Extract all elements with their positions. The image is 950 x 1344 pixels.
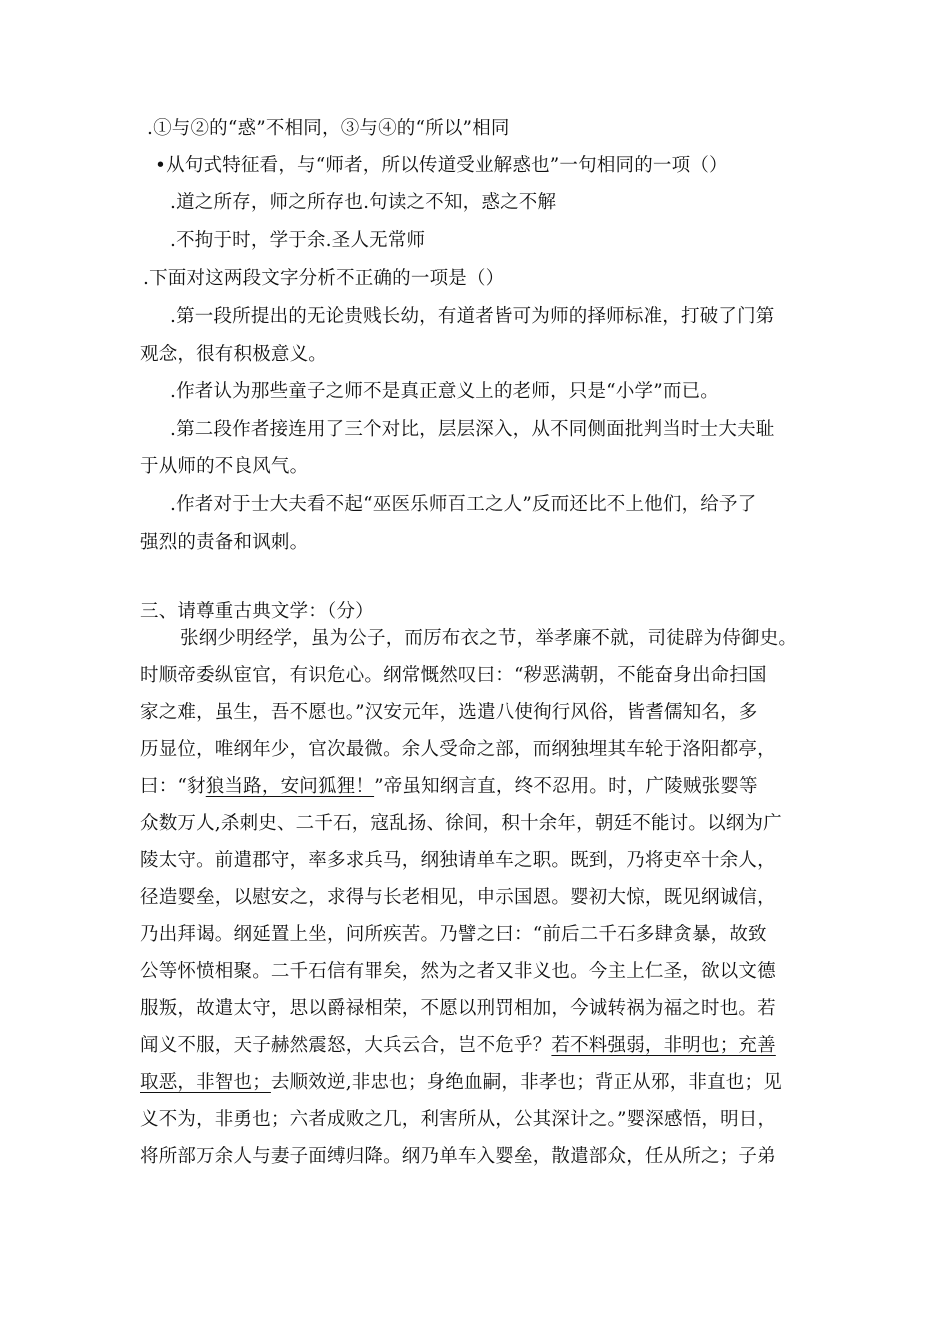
- passage-line: 众数万人,杀刺史、二千石，寇乱扬、徐间，积十余年，朝廷不能讨。以纲为广: [140, 813, 782, 834]
- option-line-continued: 于从师的不良风气。: [140, 456, 309, 477]
- option-line-continued: 观念，很有积极意义。: [140, 344, 328, 365]
- underlined-sentence: 狼当路，安问狐狸！: [205, 776, 375, 797]
- passage-line: 径造婴垒，以慰安之，求得与长老相见，申示国恩。婴初大惊，既见纲诚信，: [140, 887, 776, 908]
- passage-line: 乃出拜谒。纲延置上坐，问所疾苦。乃譬之曰：“前后二千石多肆贪暴，故致: [140, 924, 767, 945]
- passage-text: 闻义不服，天子赫然震怒，大兵云合，岂不危乎？: [140, 1035, 552, 1056]
- section-heading: 三、请尊重古典文学：（分）: [140, 601, 374, 622]
- passage-line: 历显位，唯纲年少，官次最微。余人受命之部，而纲独埋其车轮于洛阳都亭，: [140, 739, 776, 760]
- passage-line: 时顺帝委纵宦官，有识危心。纲常慨然叹曰：“秽恶满朝，不能奋身出命扫国: [140, 665, 767, 686]
- passage-line: 家之难，虽生，吾不愿也。”汉安元年，选遣八使徇行风俗，皆耆儒知名，多: [140, 702, 758, 723]
- passage-line: 将所部万余人与妻子面缚归降。纲乃单车入婴垒，散遣部众，任从所之；子弟: [140, 1146, 776, 1167]
- option-line: .作者对于士大夫看不起“巫医乐师百工之人”反而还比不上他们，给予了: [170, 494, 757, 515]
- underlined-sentence: 若不料强弱，非明也；充善: [551, 1035, 776, 1056]
- option-line: .不拘于时，学于余.圣人无常师: [170, 230, 426, 251]
- option-line: .第二段作者接连用了三个对比，层层深入，从不同侧面批判当时士大夫耻: [170, 419, 775, 440]
- option-line: .作者认为那些童子之师不是真正意义上的老师，只是“小学”而已。: [170, 381, 719, 402]
- passage-text: 曰：“豺: [140, 776, 206, 797]
- passage-line: 义不为，非勇也；六者成败之几，利害所从，公其深计之。”婴深感悟，明日，: [140, 1109, 777, 1130]
- question-line: .下面对这两段文字分析不正确的一项是（）: [143, 268, 505, 289]
- passage-text: 去顺效逆,非忠也；身绝血嗣，非孝也；背正从邪，非直也；见: [270, 1072, 782, 1093]
- passage-line: 服叛，故遣太守，思以爵禄相荣，不愿以刑罚相加，今诚转祸为福之时也。若: [140, 998, 776, 1019]
- question-line: •从句式特征看，与“师者，所以传道受业解惑也”一句相同的一项（）: [155, 155, 728, 176]
- option-line-continued: 强烈的责备和讽刺。: [140, 532, 309, 553]
- option-line: .第一段所提出的无论贵贱长幼，有道者皆可为师的择师标准，打破了门第: [170, 306, 775, 327]
- passage-line: [140, 1027, 797, 1064]
- passage-line: 公等怀愤相聚。二千石信有罪矣，然为之者又非义也。今主上仁圣，欲以文德: [140, 961, 776, 982]
- option-line: .道之所存，师之所存也.句读之不知，惑之不解: [170, 192, 557, 213]
- passage-text: ”帝虽知纲言直，终不忍用。时，广陵贼张婴等: [374, 776, 758, 797]
- underlined-sentence: 取恶，非智也；: [140, 1072, 271, 1093]
- passage-line: 陵太守。前遣郡守，率多求兵马，纲独请单车之职。既到，乃将吏卒十余人，: [140, 850, 776, 871]
- passage-line: [140, 768, 797, 805]
- classical-passage: [140, 620, 797, 1175]
- passage-line: 张纲少明经学，虽为公子，而厉布衣之节，举孝廉不就，司徒辟为侍御史。: [180, 628, 798, 649]
- passage-line: [140, 1064, 797, 1101]
- option-line: .①与②的“惑”不相同，③与④的“所以”相同: [147, 118, 510, 139]
